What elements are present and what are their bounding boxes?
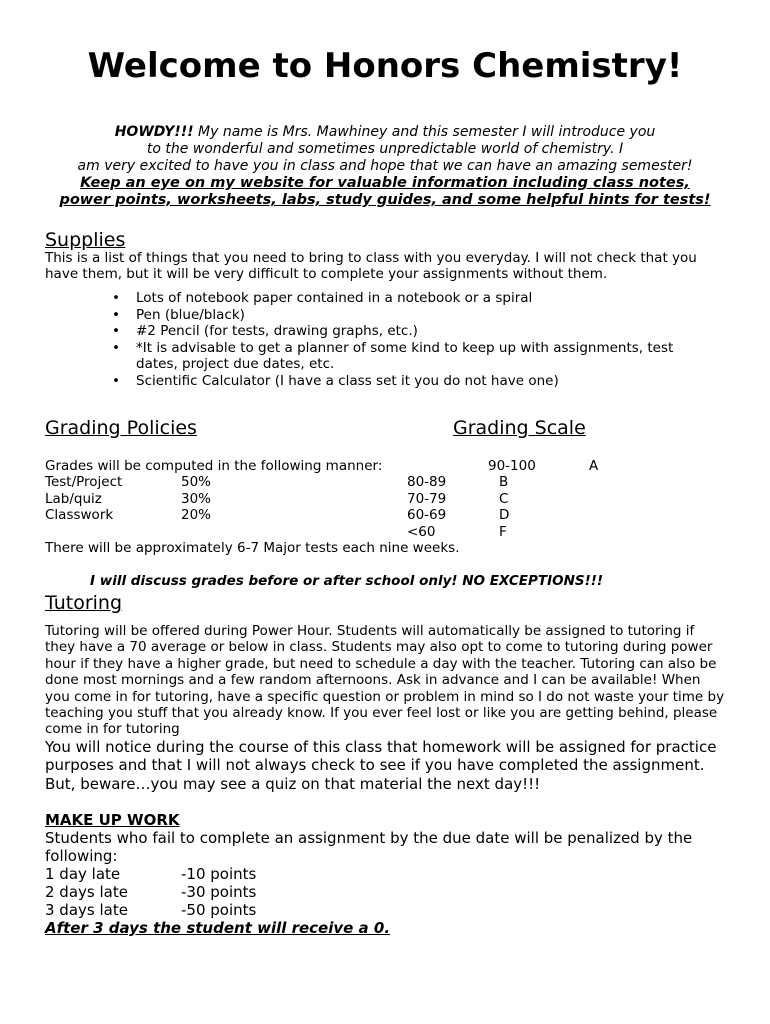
makeup-intro: Students who fail to complete an assignment by the due date will be penalized by the following: bbox=[45, 829, 693, 865]
scale-range: 60-69 bbox=[407, 507, 447, 523]
grading-policies-heading: Grading Policies bbox=[45, 417, 197, 439]
intro-line-2: to the wonderful and sometimes unpredictable world of chemistry. I bbox=[146, 141, 624, 157]
category-percent: 50% bbox=[181, 474, 212, 490]
supplies-list bbox=[110, 290, 716, 389]
scale-grade: D bbox=[499, 507, 510, 523]
scale-range: 80-89 bbox=[407, 474, 447, 490]
list-item: • Scientific Calculator (I have a class set it you do not have one) bbox=[110, 373, 716, 390]
intro-line-1 bbox=[0, 124, 770, 140]
homework-text: You will notice during the course of this class that homework will be assigned for practice purposes and that I will not always check to see if you have completed the assignment. But, beware…you may see a quiz on that material the next day!!! bbox=[45, 738, 717, 793]
penalty-points: -50 points bbox=[181, 901, 257, 919]
tests-note: There will be approximately 6-7 Major tests each nine weeks. bbox=[45, 540, 460, 556]
category-name: Lab/quiz bbox=[45, 491, 102, 507]
grading-intro: Grades will be computed in the following manner: bbox=[45, 458, 383, 474]
list-item: • Pen (blue/black) bbox=[110, 307, 716, 324]
category-percent: 20% bbox=[181, 507, 212, 523]
penalty-points: -30 points bbox=[181, 883, 257, 901]
scale-range: <60 bbox=[407, 524, 436, 540]
tutoring-heading: Tutoring bbox=[45, 592, 123, 614]
category-name: Classwork bbox=[45, 507, 114, 523]
homework-paragraph bbox=[45, 738, 735, 793]
howdy-greeting: HOWDY!!! bbox=[114, 124, 194, 140]
scale-grade: C bbox=[499, 491, 509, 507]
category-name: Test/Project bbox=[45, 474, 123, 490]
supplies-text-line-2: have them, but it will be very difficult to complete your assignments without them. bbox=[45, 266, 608, 282]
scale-grade: A bbox=[589, 458, 599, 474]
category-percent: 30% bbox=[181, 491, 212, 507]
makeup-heading: MAKE UP WORK bbox=[45, 811, 180, 829]
makeup-final-note: After 3 days the student will receive a 0. bbox=[45, 919, 391, 937]
list-item: • #2 Pencil (for tests, drawing graphs, etc.) bbox=[110, 323, 716, 340]
list-item: • *It is advisable to get a planner of some kind to keep up with assignments, test dates, project due dates, etc. bbox=[110, 340, 716, 373]
page-title: Welcome to Honors Chemistry! bbox=[87, 46, 683, 86]
scale-range: 90-100 bbox=[488, 458, 536, 474]
discuss-grades-note: I will discuss grades before or after school only! NO EXCEPTIONS!!! bbox=[90, 573, 604, 589]
scale-grade: B bbox=[499, 474, 509, 490]
intro-line-3: am very excited to have you in class and hope that we can have an amazing semester! bbox=[77, 158, 693, 174]
grading-scale-heading: Grading Scale bbox=[453, 417, 586, 439]
tutoring-text: Tutoring will be offered during Power Hour. Students will automatically be assigned to tutoring if they have a 70 average or below in class. Students may also opt to come to tutoring during power hour if they have a higher grade, but need to schedule a day with the teacher. Tutoring can also be done most mornings and a few random afternoons. Ask in advance and I can be available! When you come in for tutoring, have a specific question or problem in mind so I do not waste your time by teaching you stuff that you already know. If you ever feel lost or like you are getting behind, please come in for tutoring bbox=[45, 623, 725, 738]
website-note-line-1: Keep an eye on my website for valuable information including class notes, bbox=[80, 175, 690, 191]
list-item: • Lots of notebook paper contained in a notebook or a spiral bbox=[110, 290, 716, 307]
penalty-late: 3 days late bbox=[45, 901, 128, 919]
tutoring-paragraph bbox=[45, 623, 725, 738]
scale-range: 70-79 bbox=[407, 491, 447, 507]
website-note-line-2: power points, worksheets, labs, study guides, and some helpful hints for tests! bbox=[59, 192, 711, 208]
supplies-heading: Supplies bbox=[45, 229, 126, 251]
supplies-text-line-1: This is a list of things that you need to bring to class with you everyday. I will not check that you bbox=[45, 250, 697, 266]
penalty-late: 2 days late bbox=[45, 883, 128, 901]
intro-line-1-text: My name is Mrs. Mawhiney and this semester I will introduce you bbox=[193, 124, 656, 140]
penalty-late: 1 day late bbox=[45, 865, 121, 883]
scale-grade: F bbox=[499, 524, 507, 540]
penalty-points: -10 points bbox=[181, 865, 257, 883]
